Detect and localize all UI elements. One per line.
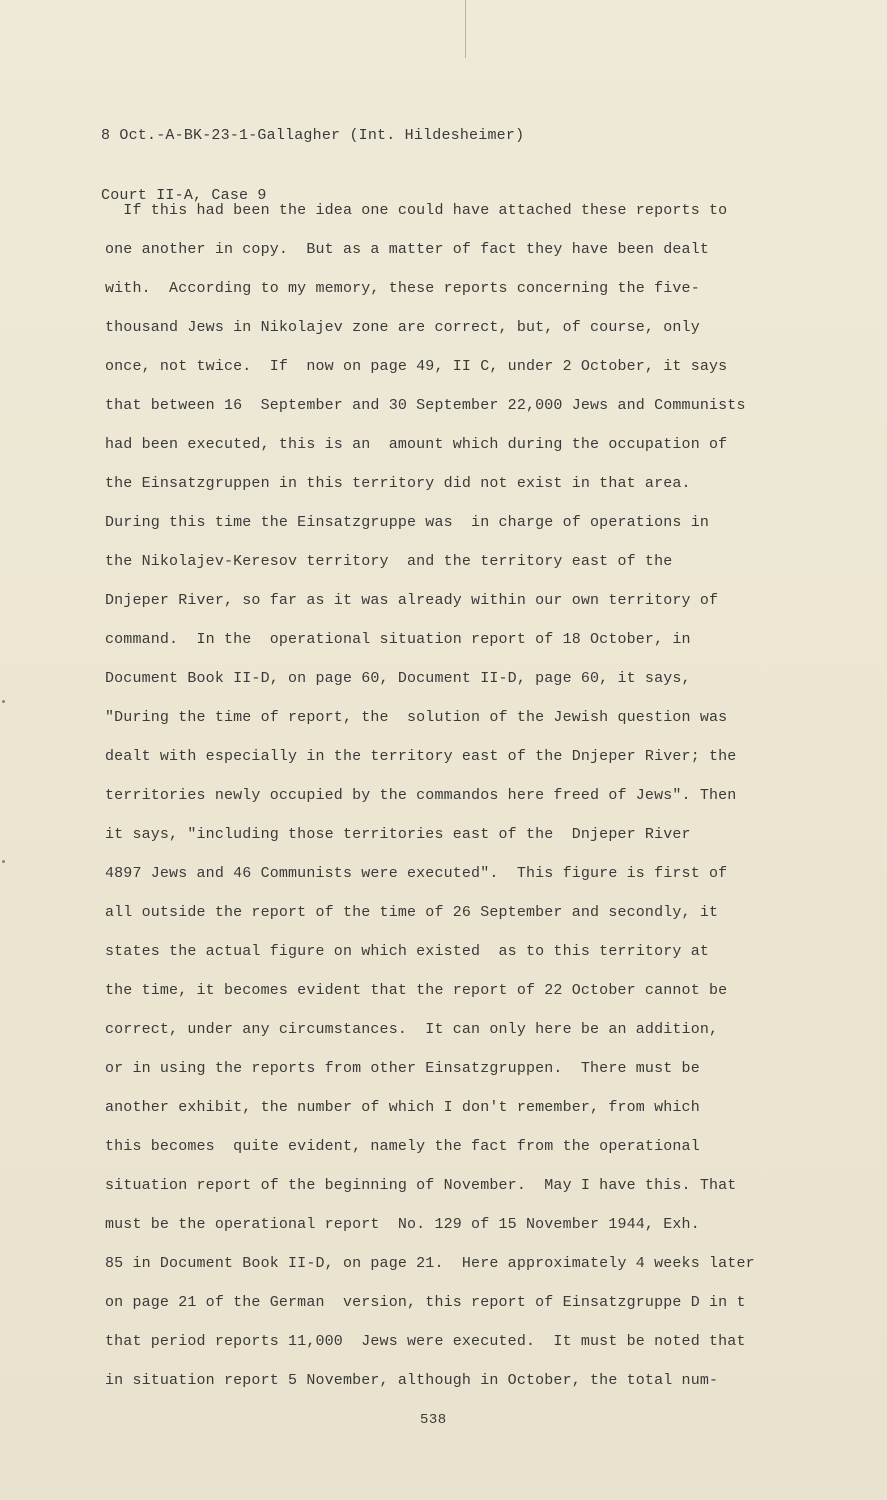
edge-mark (2, 860, 5, 863)
body-line: this becomes quite evident, namely the fact from the operational (105, 1138, 700, 1155)
body-line: Dnjeper River, so far as it was already within our own territory of (105, 592, 719, 609)
body-line: 4897 Jews and 46 Communists were executed". This figure is first of (105, 865, 728, 882)
body-line: 85 in Document Book II-D, on page 21. Here approximately 4 weeks later (105, 1255, 755, 1272)
body-line: territories newly occupied by the commandos here freed of Jews". Then (105, 787, 737, 804)
edge-mark (2, 700, 5, 703)
body-line: During this time the Einsatzgruppe was in charge of operations in (105, 514, 709, 531)
fold-mark (465, 0, 466, 58)
body-line: in situation report 5 November, although in October, the total num- (105, 1372, 719, 1389)
body-line: once, not twice. If now on page 49, II C, under 2 October, it says (105, 358, 728, 375)
body-line: another exhibit, the number of which I don't remember, from which (105, 1099, 700, 1116)
body-line: it says, "including those territories east of the Dnjeper River (105, 826, 691, 843)
body-line: correct, under any circumstances. It can only here be an addition, (105, 1021, 719, 1038)
transcript-body (105, 196, 825, 1405)
body-line: thousand Jews in Nikolajev zone are correct, but, of course, only (105, 319, 700, 336)
body-line: or in using the reports from other Einsatzgruppen. There must be (105, 1060, 700, 1077)
body-line: one another in copy. But as a matter of fact they have been dealt (105, 241, 709, 258)
body-line: states the actual figure on which existed as to this territory at (105, 943, 709, 960)
body-line: command. In the operational situation report of 18 October, in (105, 631, 691, 648)
body-line: with. According to my memory, these reports concerning the five- (105, 280, 700, 297)
body-line: Document Book II-D, on page 60, Document II-D, page 60, it says, (105, 670, 691, 687)
body-line: had been executed, this is an amount which during the occupation of (105, 436, 728, 453)
body-line: the Nikolajev-Keresov territory and the territory east of the (105, 553, 673, 570)
body-line: situation report of the beginning of November. May I have this. That (105, 1177, 737, 1194)
body-line: "During the time of report, the solution of the Jewish question was (105, 709, 728, 726)
header-line-1: 8 Oct.-A-BK-23-1-Gallagher (Int. Hildesheimer) (101, 127, 525, 144)
body-line: on page 21 of the German version, this report of Einsatzgruppe D in t (105, 1294, 746, 1311)
body-line: the Einsatzgruppen in this territory did not exist in that area. (105, 475, 691, 492)
body-line: If this had been the idea one could have attached these reports to (105, 202, 728, 219)
body-line: must be the operational report No. 129 of 15 November 1944, Exh. (105, 1216, 700, 1233)
body-line: dealt with especially in the territory east of the Dnjeper River; the (105, 748, 737, 765)
body-line: that period reports 11,000 Jews were executed. It must be noted that (105, 1333, 746, 1350)
page-number: 538 (420, 1412, 447, 1428)
body-line: all outside the report of the time of 26 September and secondly, it (105, 904, 719, 921)
body-line: that between 16 September and 30 September 22,000 Jews and Communists (105, 397, 746, 414)
body-line: the time, it becomes evident that the report of 22 October cannot be (105, 982, 728, 999)
header-line-2: Court II-A, Case 9 (101, 187, 267, 204)
